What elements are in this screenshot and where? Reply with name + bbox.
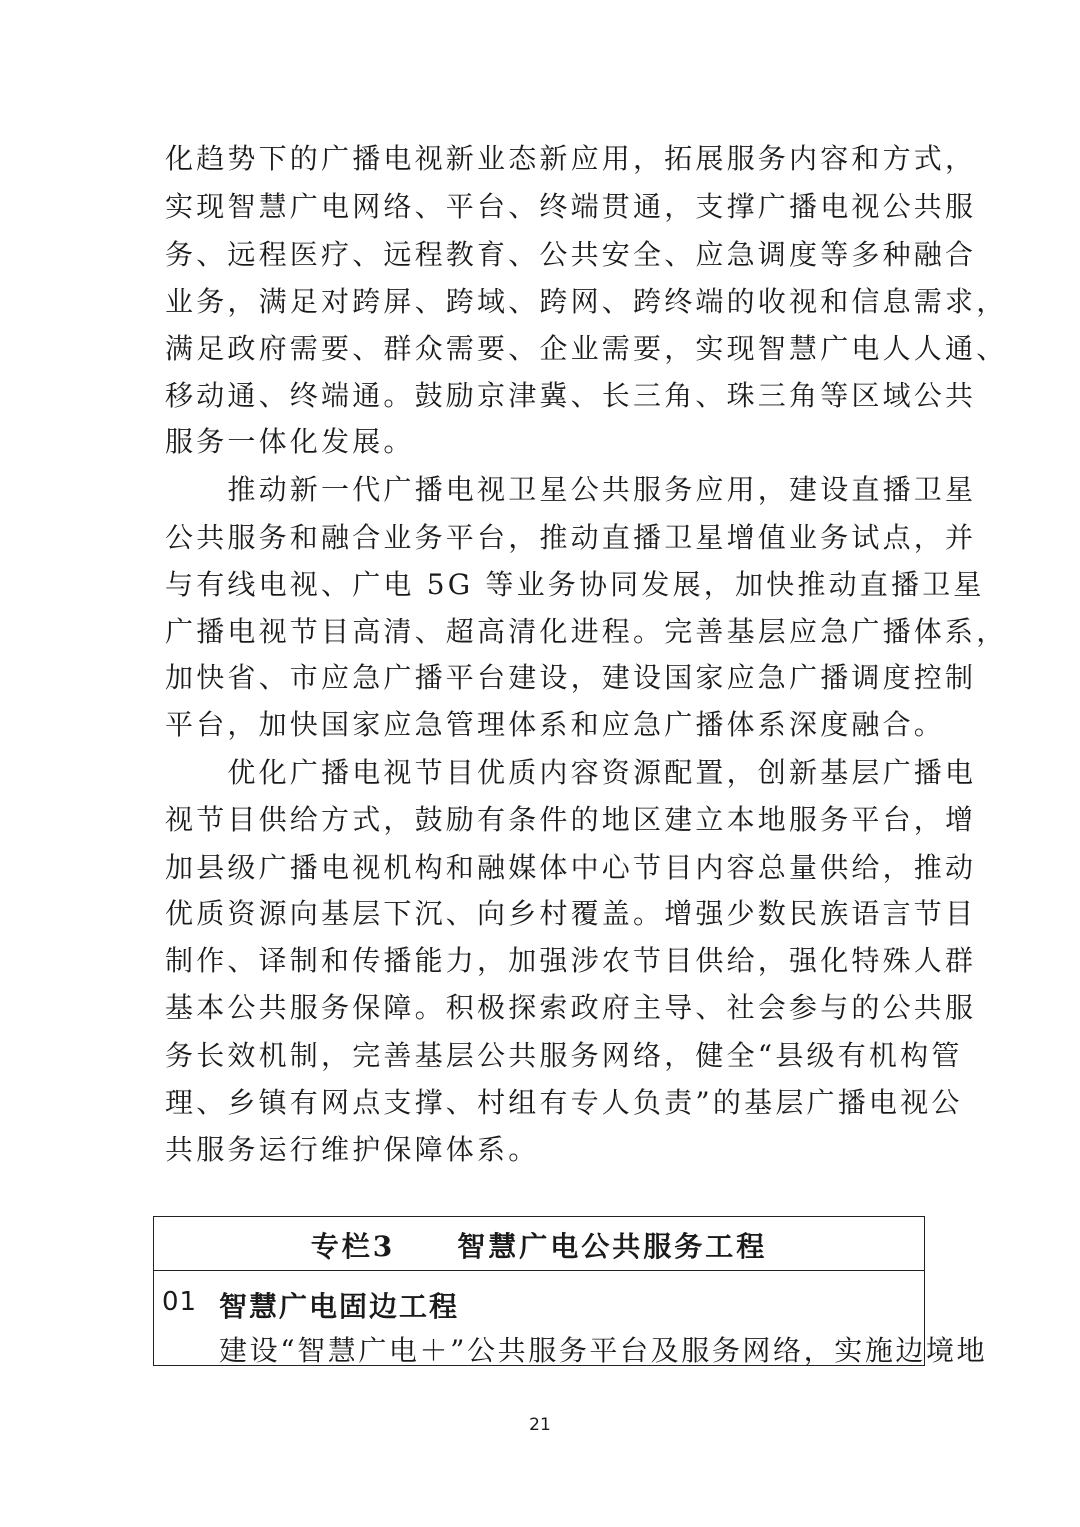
body-text-line: 平台，加快国家应急管理体系和应急广播体系深度融合。	[165, 708, 946, 741]
body-text-line: 优质资源向基层下沉、向乡村覆盖。增强少数民族语言节目	[165, 897, 977, 930]
body-text-line: 视节目供给方式，鼓励有条件的地区建立本地服务平台，增	[165, 803, 977, 836]
body-text-line: 实现智慧广电网络、平台、终端贯通，支撑广播电视公共服	[165, 190, 977, 223]
body-text-line: 务长效机制，完善基层公共服务网络，健全“县级有机构管	[165, 1039, 963, 1072]
page-number: 21	[529, 1415, 551, 1435]
item-text: 建设“智慧广电＋”公共服务平台及服务网络，实施边境地	[219, 1334, 988, 1367]
body-text-line: 广播电视节目高清、超高清化进程。完善基层应急广播体系，	[165, 615, 1008, 648]
body-text-line: 加县级广播电视机构和融媒体中心节目内容总量供给，推动	[165, 851, 977, 884]
body-text-line: 理、乡镇有网点支撑、村组有专人负责”的基层广播电视公	[165, 1086, 963, 1119]
item-heading: 智慧广电固边工程	[219, 1290, 460, 1323]
body-text-line: 推动新一代广播电视卫星公共服务应用，建设直播卫星	[165, 473, 977, 506]
body-text-line: 公共服务和融合业务平台，推动直播卫星增值业务试点，并	[165, 521, 977, 554]
body-text-line: 服务一体化发展。	[165, 425, 415, 458]
feature-box	[153, 1216, 988, 1367]
body-text-line: 化趋势下的广播电视新业态新应用，拓展服务内容和方式，	[165, 142, 977, 175]
body-text-line: 共服务运行维护保障体系。	[165, 1133, 540, 1166]
item-number: 01	[162, 1287, 198, 1317]
body-text-line: 与有线电视、广电 5G 等业务协同发展，加快推动直播卫星	[165, 568, 985, 601]
body-text-line: 业务，满足对跨屏、跨域、跨网、跨终端的收视和信息需求，	[165, 285, 1008, 318]
feature-box-title: 专栏3 智慧广电公共服务工程	[310, 1230, 768, 1263]
body-text-line: 优化广播电视节目优质内容资源配置，创新基层广播电	[165, 756, 977, 789]
body-text-line: 满足政府需要、群众需要、企业需要，实现智慧广电人人通、	[165, 332, 1008, 365]
body-text-line: 加快省、市应急广播平台建设，建设国家应急广播调度控制	[165, 661, 977, 694]
body-text-line: 基本公共服务保障。积极探索政府主导、社会参与的公共服	[165, 991, 977, 1024]
feature-box-divider	[154, 1270, 924, 1271]
body-text-line: 制作、译制和传播能力，加强涉农节目供给，强化特殊人群	[165, 944, 977, 977]
body-text-line: 务、远程医疗、远程教育、公共安全、应急调度等多种融合	[165, 238, 977, 271]
body-text-line: 移动通、终端通。鼓励京津冀、长三角、珠三角等区域公共	[165, 379, 977, 412]
